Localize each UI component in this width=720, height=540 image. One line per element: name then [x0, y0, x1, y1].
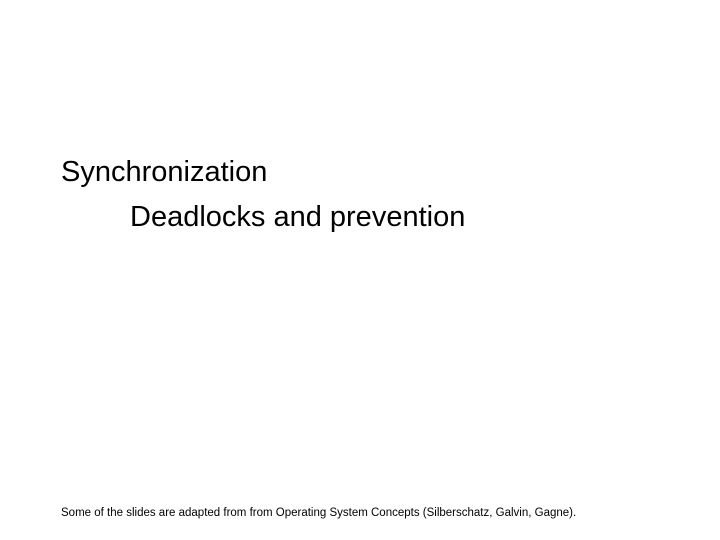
- slide-subtitle: Deadlocks and prevention: [130, 201, 466, 233]
- slide-footer-credit: Some of the slides are adapted from from Operating System Concepts (Silberschatz, Galvin, Gagne).: [61, 507, 577, 519]
- slide-title: Synchronization: [61, 156, 268, 188]
